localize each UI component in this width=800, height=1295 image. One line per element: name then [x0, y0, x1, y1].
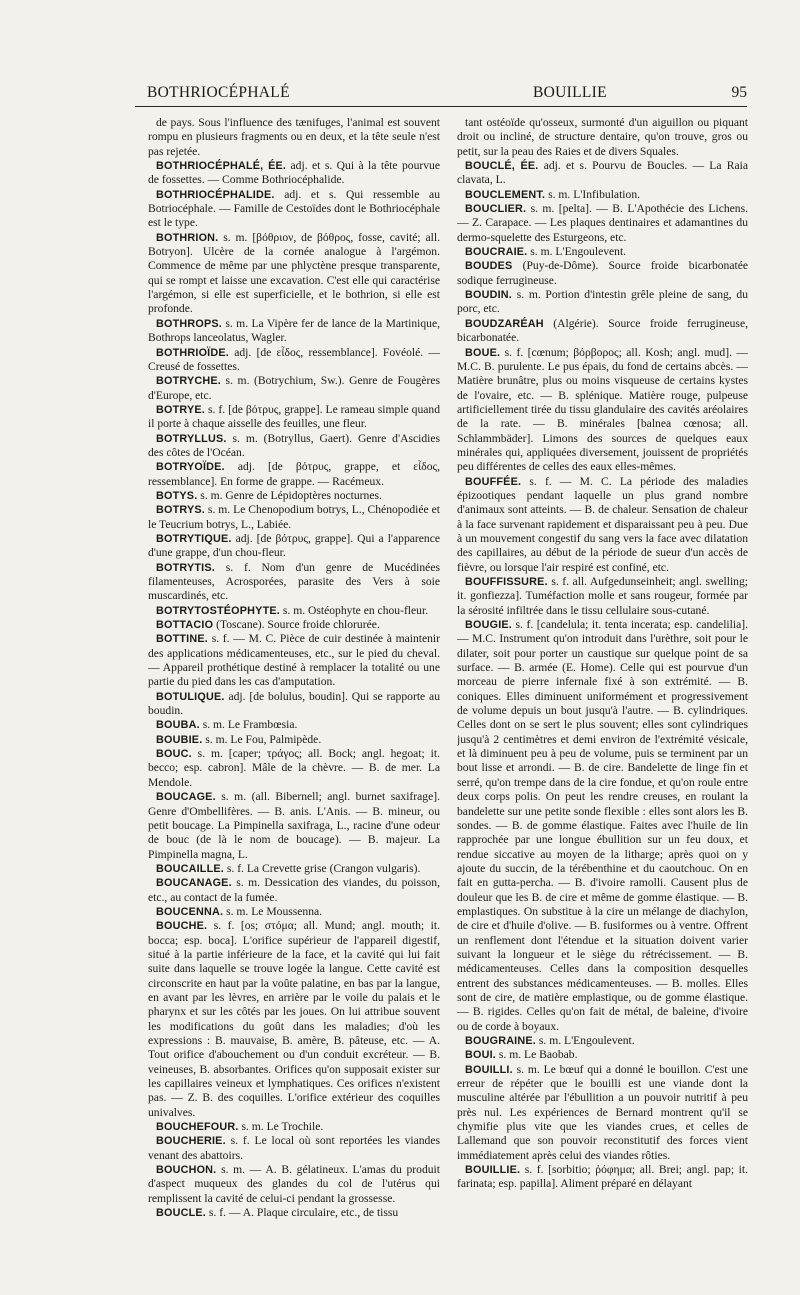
- dictionary-entry: [457, 317, 748, 346]
- dictionary-entry: [148, 733, 440, 747]
- entry-definition: s. f. [sorbitio; ῥόφημα; all. Brei; angl. pap; it. farinata; esp. papilla]. Aliment préparé en délayant: [457, 1163, 748, 1191]
- entry-definition: de pays. Sous l'influence des tænifuges, l'animal est souvent rompu en plusieurs fragments ou en deux, et la tête seule n'est pas rejetée.: [148, 116, 440, 158]
- dictionary-entry: [457, 1163, 748, 1192]
- dictionary-entry: [148, 374, 440, 403]
- running-head-left: BOTHRIOCÉPHALÉ: [147, 84, 290, 101]
- entry-definition: s. m. (Botrychium, Sw.). Genre de Fougères d'Europe, etc.: [148, 374, 440, 402]
- dictionary-entry: [148, 919, 440, 1120]
- entry-headword: BOUCHON.: [156, 1164, 217, 1177]
- entry-definition: s. m. (all. Bibernell; angl. burnet saxifrage]. Genre d'Ombellifères. — B. anis. L'Anis. — B. mineur, ou petit boucage. La Pimpinella saxifraga, L., racine d'une odeur de bouc (de là le nom de boucage). — B. majeur. La Pimpinella magna, L.: [148, 790, 440, 861]
- dictionary-entry: [148, 1206, 440, 1220]
- entry-headword: BOTYS.: [156, 489, 198, 502]
- dictionary-entry: [457, 346, 748, 475]
- entry-definition: s. f. [de βότρυς, grappe]. Le rameau simple quand il porte à chaque aisselle des feuilles, une fleur.: [148, 402, 440, 431]
- entry-headword: BOTRYLLUS.: [156, 432, 227, 445]
- entry-headword: BOUDES: [465, 260, 513, 273]
- entry-headword: BOTHRION.: [156, 231, 219, 244]
- entry-headword: BOUDIN.: [465, 289, 512, 302]
- entry-headword: BOTRYTIS.: [156, 561, 215, 574]
- entry-headword: BOUCLEMENT.: [465, 188, 546, 201]
- entry-definition: (Toscane). Source froide chlorurée.: [213, 618, 380, 632]
- entry-headword: BOUBA.: [156, 719, 200, 732]
- entry-definition: s. m. (Botryllus, Gaert). Genre d'Ascidies des côtes de l'Océan.: [148, 431, 440, 459]
- entry-definition: s. f. — A. Plaque circulaire, etc., de tissu: [206, 1206, 399, 1220]
- dictionary-entry: [148, 346, 440, 375]
- dictionary-entry: [148, 532, 440, 561]
- entry-definition: s. f. — M. C. Pièce de cuir destinée à maintenir des applications médicamenteuses, etc., sur le pied du cheval. — Appareil prothétique destiné à remplacer la totalité ou une partie du pied dans les cas d'amputation.: [148, 632, 440, 689]
- entry-definition: s. m. Le Moussenna.: [223, 904, 323, 918]
- dictionary-entry: [148, 489, 440, 503]
- entry-headword: BOUCAGE.: [156, 791, 216, 804]
- dictionary-entry: [457, 575, 748, 618]
- dictionary-entry: [457, 159, 748, 188]
- entry-definition: s. m. Le Chenopodium botrys, L., Chénopodiée et le Teucrium botrys, L., Labiée.: [148, 503, 440, 531]
- entry-definition: s. m. Le Trochile.: [238, 1120, 324, 1134]
- dictionary-entry: [148, 876, 440, 905]
- dictionary-entry: [148, 790, 440, 862]
- dictionary-entry: [457, 1034, 748, 1048]
- entry-definition: s. m. Le bœuf qui a donné le bouillon. C'est une erreur de répéter que le bouilli est une viande dont la musculine altérée par l'ébullition a un pouvoir nutritif à peu près nul. Les expériences de Bernard montrent qu'il se chymifie plus vite que les viandes crues, et celles de Lallemand que son pouvoir reconstitutif des forces vient immédiatement après celui des viandes rôties.: [457, 1062, 748, 1162]
- entry-headword: BOUCHEFOUR.: [156, 1121, 239, 1134]
- entry-headword: BOUI.: [465, 1049, 496, 1062]
- entry-headword: BOUCLE.: [156, 1207, 206, 1220]
- entry-definition: s. m. Genre de Lépidoptères nocturnes.: [197, 488, 382, 502]
- entry-headword: BOTHRIOÏDE.: [156, 346, 229, 359]
- entry-headword: BOUCRAIE.: [465, 246, 528, 259]
- dictionary-entry: [148, 905, 440, 919]
- entry-headword: BOUBIE.: [156, 733, 203, 746]
- dictionary-entry: [457, 116, 748, 159]
- dictionary-entry: [148, 690, 440, 719]
- entry-definition: (Puy-de-Dôme). Source froide bicarbonatée sodique ferrugineuse.: [457, 259, 748, 287]
- entry-definition: (Algérie). Source froide ferrugineuse, bicarbonatée.: [457, 316, 748, 345]
- dictionary-entry: [148, 618, 440, 632]
- entry-headword: BOTRYS.: [156, 504, 205, 517]
- dictionary-entry: [457, 475, 748, 575]
- entry-headword: BOUCAILLE.: [156, 862, 224, 875]
- entry-headword: BOUCHE.: [156, 920, 208, 933]
- dictionary-entry: [148, 604, 440, 618]
- dictionary-entry: [457, 259, 748, 288]
- entry-definition: adj. [de βότρυς, grappe]. Qui a l'apparence d'une grappe, d'un chou-fleur.: [148, 531, 440, 560]
- entry-definition: s. m. [pelta]. — B. L'Apothécie des Lichens. — Z. Carapace. — Les plaques dentinaires et adamantines du dermo-squelette des Esturgeons, etc.: [457, 202, 748, 244]
- entry-definition: adj. et s. Qui à la tête pourvue de fossettes. — Comme Bothriocéphalide.: [148, 159, 440, 187]
- entry-definition: s. m. Le Fou, Palmipède.: [202, 732, 322, 746]
- dictionary-entry: [457, 202, 748, 245]
- dictionary-entry: [457, 618, 748, 1034]
- entry-headword: BOTRYE.: [156, 403, 205, 416]
- entry-definition: s. m. [βόθριον, de βόθρος, fosse, cavité; all. Botryon]. Ulcère de la cornée analogue à l'argémon. Commence de même par une phlyctène presque transparente, qui se rompt et laisse une excavation. C'est elle qui caractérise l'argémon, si elle est superficielle, et le bothrion, si elle est profonde.: [148, 230, 440, 316]
- entry-headword: BOTULIQUE.: [156, 690, 225, 703]
- dictionary-entry: [457, 288, 748, 317]
- entry-definition: s. m. La Vipère fer de lance de la Martinique, Bothrops lanceolatus, Wagler.: [148, 316, 440, 345]
- dictionary-entry: [148, 460, 440, 489]
- entry-headword: BOTRYTOSTÉOPHYTE.: [156, 604, 280, 617]
- dictionary-entry: [148, 1120, 440, 1134]
- entry-definition: adj. [de εἶδος, ressemblance]. Fovéolé. — Creusé de fossettes.: [148, 345, 440, 373]
- entry-definition: s. m. Le Baobab.: [496, 1048, 578, 1062]
- dictionary-entry: [148, 116, 440, 159]
- entry-headword: BOTHROPS.: [156, 317, 222, 330]
- entry-headword: BOUC.: [156, 748, 192, 761]
- entry-headword: BOUCLIER.: [465, 203, 527, 216]
- entry-headword: BOTTINE.: [156, 633, 208, 646]
- entry-definition: s. m. Dessication des viandes, du poisson, etc., au contact de la fumée.: [148, 876, 440, 904]
- entry-headword: BOUILLIE.: [465, 1164, 521, 1177]
- entry-definition: tant ostéoïde qu'osseux, surmonté d'un aiguillon ou piquant droit ou incliné, de structure dentaire, qu'on trouve, gros ou petit, sur la peau des Raies et de divers Squales.: [457, 116, 748, 158]
- entry-headword: BOUFFISSURE.: [465, 576, 548, 588]
- dictionary-entry: [148, 1134, 440, 1163]
- entry-definition: s. f. [candelula; it. tenta incerata; esp. candelilia]. — M.C. Instrument qu'on introduit dans l'urèthre, soit pour le dilater, soit pour porter un caustique sur quelque point de sa surface. — B. armée (E. Home). Celle qui est pourvue d'un morceau de pierre infernale fixé à son extrémité. — B. coniques. Elles diminuent uniformément et progressivement de volume depuis un bout jusqu'à l'autre. — B. cylindriques. Celles dont on se sert le plus souvent; elles sont cylindriques jusqu'à 2 centimètres et demi environ de l'extrémité vésicale, et là diminuent peu à peu de volume, puis se terminent par un bout lisse et arrondi. — B. de cire. Bandelette de linge fin et serré, qu'on trempe dans de la cire fondue, et qu'on roule entre deux corps polis. On peut les rendre creuses, en roulant la bandelette sur une petite sonde flexible : elles sont alors les B. sondes. — B. de gomme élastique. Faites avec l'huile de lin rapprochée par une longue ébullition sur un feu doux, et rendue siccative au moyen de la litharge; après quoi on y ajoute du succin, de la térébenthine et du caoutchouc. On en fait en gutta-percha. — B. d'ivoire ramolli. Causent plus de douleur que les B. de cire et même de gomme élastique. — B. emplastiques. On substitue à la cire un mélange de diachylon, de cire et d'huile d'olive. — B. fusiformes ou à ventre. Offrent un renflement dont l'étendue et la situation doivent varier suivant la longueur et le siège du rétrécissement. — B. médicamenteuses. Celles dans la composition desquelles entrent des substances médicamenteuses. — B. molles. Elles sont de cire, de matière emplastique, ou de gomme élastique. — B. rigides. Celles qu'on fait de métal, de baleine, d'ivoire ou de corde à boyaux.: [457, 618, 748, 1033]
- entry-definition: adj. [de βότρυς, grappe, et εἶδος, ressemblance]. En forme de grappe. — Racémeux.: [148, 460, 440, 488]
- entry-definition: s. m. L'Infibulation.: [545, 187, 641, 201]
- dictionary-entry: [148, 188, 440, 231]
- entry-headword: BOTRYCHE.: [156, 375, 221, 388]
- dictionary-entry: [148, 747, 440, 790]
- dictionary-entry: [457, 1048, 748, 1062]
- entry-headword: BOTHRIOCÉPHALIDE.: [156, 188, 275, 201]
- dictionary-entry: [148, 432, 440, 461]
- entry-headword: BOTTACIO: [156, 619, 214, 632]
- entry-headword: BOUCANAGE.: [156, 877, 232, 890]
- entry-headword: BOUE.: [465, 346, 501, 359]
- entry-definition: s. m. Le Frambœsia.: [199, 718, 298, 732]
- entry-headword: BOTRYTIQUE.: [156, 532, 232, 545]
- dictionary-entry: [148, 403, 440, 432]
- right-column: [457, 116, 748, 1276]
- dictionary-entry: [148, 1163, 440, 1206]
- entry-headword: BOUGIE.: [465, 619, 512, 632]
- dictionary-entry: [457, 1063, 748, 1163]
- entry-definition: adj. et s. Pourvu de Boucles. — La Raia clavata, L.: [457, 159, 748, 187]
- entry-definition: s. f. La Crevette grise (Crangon vulgaris).: [223, 861, 421, 875]
- entry-headword: BOUGRAINE.: [465, 1035, 536, 1047]
- dictionary-entry: [148, 231, 440, 317]
- entry-headword: BOTRYOÏDE.: [156, 461, 225, 474]
- entry-definition: s. f. [os; στόμα; all. Mund; angl. mouth; it. bocca; esp. boca]. L'orifice supérieur de l'appareil digestif, situé à la partie inférieure de la face, et la cavité qui lui fait suite dans laquelle se trouve logée la langue. Cette cavité est circonscrite en haut par la voûte palatine, en bas par la langue, en avant par les lèvres, en arrière par le voile du palais et le pharynx et sur les côtés par les joues. On lui attribue souvent les modifications du goût dans les maladies; d'où les expressions : B. mauvaise, B. amère, B. pâteuse, etc. — A. Tout orifice d'abouchement ou d'un conduit excréteur. — B. veineuses, B. absorbantes. Orifices qu'on supposait exister sur les capillaires veineux et lymphatiques. Ces orifices n'existent pas. — Z. B. des coquilles. L'orifice extérieur des coquilles univalves.: [148, 919, 440, 1119]
- page-number: 95: [731, 84, 747, 101]
- dictionary-entry: [148, 503, 440, 532]
- entry-definition: s. f. all. Aufgedunseinheit; angl. swelling; it. gonfiezza]. Tuméfaction molle et sans rougeur, formée par la sérosité infiltrée dans le tissu cellulaire sous-cutané.: [457, 575, 748, 617]
- page-header: [135, 82, 747, 107]
- entry-headword: BOUILLI.: [465, 1063, 513, 1076]
- entry-headword: BOUCLÉ, ÉE.: [465, 160, 539, 173]
- entry-definition: adj. et s. Qui ressemble au Botriocéphale. — Famille de Cestoïdes dont le Bothriocéphale est le type.: [148, 187, 440, 230]
- entry-definition: s. m. L'Engoulevent.: [527, 245, 627, 259]
- entry-definition: s. m. L'Engoulevent.: [535, 1034, 635, 1047]
- entry-definition: s. m. Ostéophyte en chou-fleur.: [279, 603, 429, 617]
- dictionary-entry: [148, 632, 440, 689]
- entry-definition: s. f. — M. C. La période des maladies épizootiques pendant laquelle un plus grand nombre d'animaux sont atteints. — B. de chaleur. Sensation de chaleur à la face survenant rapidement et disparaissant peu à peu. Due à un mouvement congestif du sang vers la face avec dilatation des capillaires, au début de la période de sueur d'un accès de fièvre, ou lorsque l'air respiré est confiné, etc.: [457, 474, 748, 574]
- entry-definition: adj. [de bolulus, boudin]. Qui se rapporte au boudin.: [148, 689, 440, 718]
- entry-headword: BOUCHERIE.: [156, 1135, 226, 1148]
- entry-headword: BOUDZARÉAH: [465, 317, 544, 330]
- dictionary-entry: [148, 862, 440, 876]
- entry-definition: s. m. [caper; τράγος; all. Bock; angl. hegoat; it. becco; esp. cabron]. Mâle de la chèvre. — B. de mer. La Mendole.: [148, 747, 440, 789]
- dictionary-entry: [148, 159, 440, 188]
- entry-definition: s. m. Portion d'intestin grêle pleine de sang, du porc, etc.: [457, 288, 748, 316]
- dictionary-entry: [457, 245, 748, 259]
- dictionary-entry: [148, 718, 440, 732]
- entry-definition: s. f. Nom d'un genre de Mucédinées filamenteuses, Acrosporées, parasite des Vers à soie muscardinés, etc.: [148, 560, 440, 603]
- entry-headword: BOTHRIOCÉPHALÉ, ÉE.: [156, 160, 287, 173]
- entry-definition: s. m. — A. B. gélatineux. L'amas du produit d'aspect muqueux des glandes du col de l'utérus qui remplissent la cavité de celui-ci pendant la grossesse.: [148, 1163, 440, 1205]
- running-head-right: BOUILLIE: [533, 84, 607, 101]
- left-column: [148, 116, 440, 1276]
- entry-headword: BOUFFÉE.: [465, 475, 522, 488]
- entry-headword: BOUCENNA.: [156, 905, 224, 918]
- dictionary-entry: [457, 188, 748, 202]
- entry-definition: s. f. Le local où sont reportées les viandes venant des abattoirs.: [148, 1134, 440, 1162]
- dictionary-entry: [148, 561, 440, 604]
- dictionary-entry: [148, 317, 440, 346]
- entry-definition: s. f. [cœnum; βόρβορος; all. Kosh; angl. mud]. — M.C. B. purulente. Le pus épais, du fond de certains abcès. — Matière brunâtre, plus ou moins visqueuse de certains kystes de l'ovaire, etc. — B. splénique. Matière rouge, pulpeuse artificiellement tirée du tissu glandulaire des cavités aréolaires de la rate. — B. minérales [balnea cœnosa; all. Schlammbäder]. Limons des sources de quelques eaux minérales qui, appliquées diversement, jouissent de propriétés peu différentes de celles des eaux elles-mêmes.: [457, 345, 748, 474]
